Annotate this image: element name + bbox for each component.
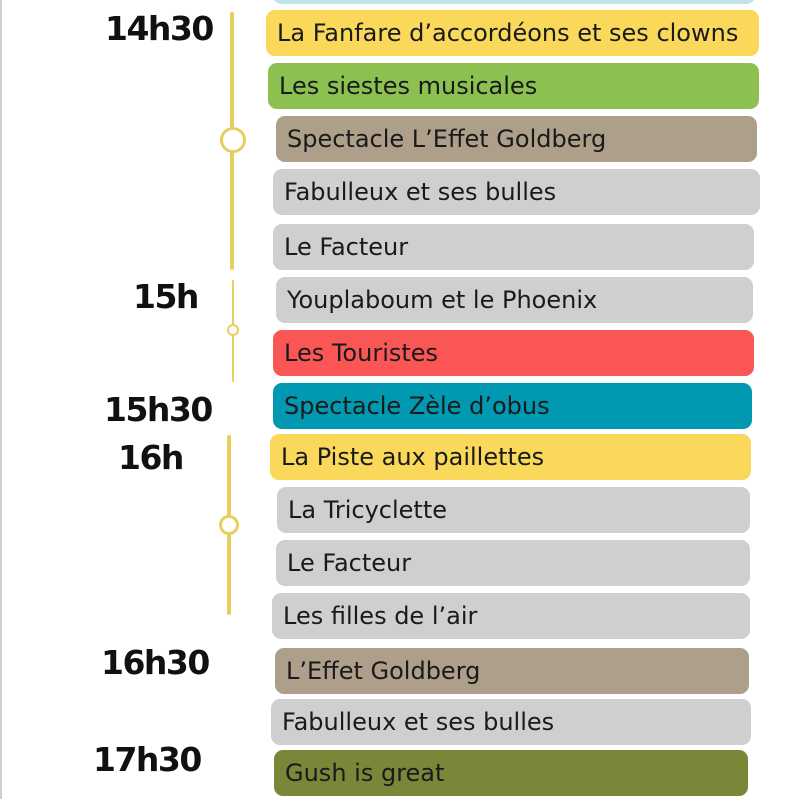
event-label: Spectacle L’Effet Goldberg (287, 125, 607, 153)
event-card[interactable] (273, 224, 754, 270)
time-label: 16h30 (101, 643, 209, 682)
time-label: 17h30 (93, 740, 201, 779)
timeline-node (227, 324, 239, 336)
event-card[interactable] (268, 63, 759, 109)
event-card[interactable] (273, 169, 760, 215)
event-card[interactable] (276, 540, 750, 586)
event-card[interactable] (272, 593, 750, 639)
time-label: 15h (133, 277, 198, 316)
event-card[interactable] (277, 487, 750, 533)
event-card[interactable] (276, 116, 757, 162)
event-label: Fabulleux et ses bulles (282, 708, 555, 736)
event-card[interactable] (273, 383, 752, 429)
event-card[interactable] (275, 648, 749, 694)
time-label: 16h (118, 438, 183, 477)
event-card[interactable] (271, 699, 751, 745)
event-label: La Tricyclette (288, 496, 447, 524)
timeline-node (220, 127, 246, 153)
event-card[interactable] (273, 330, 754, 376)
event-label: L’Effet Goldberg (286, 657, 481, 685)
event-label: Le Facteur (287, 549, 412, 577)
event-card[interactable] (274, 750, 748, 796)
left-border (0, 0, 2, 799)
event-label: Gush is great (285, 759, 445, 787)
event-card[interactable] (276, 277, 753, 323)
time-label: 15h30 (104, 390, 212, 429)
event-label: Les siestes musicales (279, 72, 538, 100)
event-label: Le Facteur (284, 233, 409, 261)
event-label: Spectacle Zèle d’obus (284, 392, 550, 420)
event-label: Les Touristes (284, 339, 439, 367)
event-label: Les filles de l’air (283, 602, 478, 630)
event-label: Fabulleux et ses bulles (284, 178, 557, 206)
event-label: Youplaboum et le Phoenix (287, 286, 598, 314)
event-label: La Fanfare d’accordéons et ses clowns (277, 19, 739, 47)
time-label: 14h30 (105, 9, 213, 48)
timeline-node (219, 515, 239, 535)
event-card[interactable] (270, 434, 751, 480)
event-card[interactable] (266, 10, 759, 56)
event-label: La Piste aux paillettes (281, 443, 545, 471)
event-card-cropped (272, 0, 756, 4)
